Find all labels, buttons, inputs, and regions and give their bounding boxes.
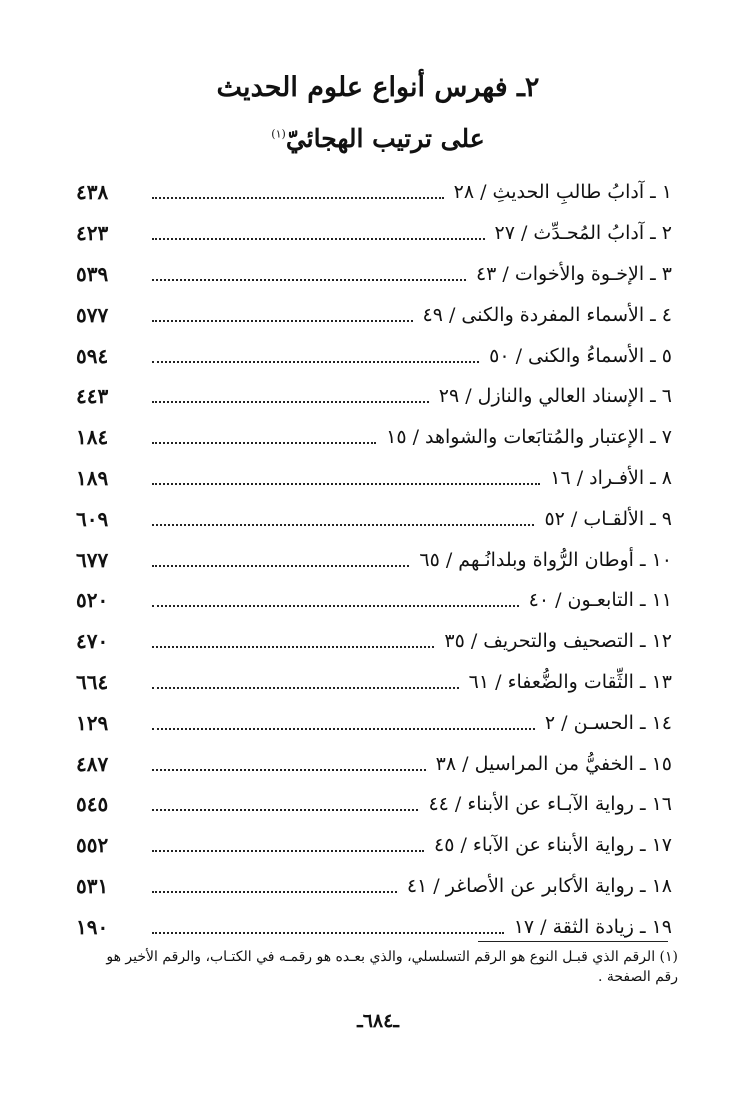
entry-label: ١٩ ـ زيادة الثقة / ١٧ bbox=[513, 915, 672, 938]
dot-leader bbox=[152, 809, 418, 811]
entry-page-number: ١٨٩ bbox=[76, 465, 109, 490]
entry-label: ٧ ـ الإعتبار والمُتابَعات والشواهد / ١٥ bbox=[386, 426, 672, 449]
index-entry bbox=[76, 498, 672, 539]
entry-label: ٤ ـ الأسماء المفردة والكنى / ٤٩ bbox=[422, 303, 672, 326]
index-entry bbox=[76, 213, 672, 254]
footnote-divider bbox=[478, 941, 668, 942]
page-number: ـ٦٨٤ـ bbox=[357, 1010, 399, 1032]
entry-label: ٣ ـ الإخـوة والأخوات / ٤٣ bbox=[475, 262, 672, 285]
entry-page-number: ١٢٩ bbox=[76, 710, 109, 735]
entry-page-number: ١٩٠ bbox=[76, 914, 109, 939]
index-entry bbox=[76, 539, 672, 580]
index-entry bbox=[76, 376, 672, 417]
entry-page-number: ٤٣٨ bbox=[76, 180, 109, 205]
entry-page-number: ٦٧٧ bbox=[76, 547, 109, 572]
dot-leader bbox=[152, 687, 459, 689]
index-entry bbox=[76, 621, 672, 662]
dot-leader bbox=[152, 850, 424, 852]
page-title: ٢ـ فهرس أنواع علوم الحديث bbox=[216, 72, 540, 103]
entry-label: ٩ ـ الألقـاب / ٥٢ bbox=[544, 507, 672, 530]
index-entry bbox=[76, 702, 672, 743]
entry-label: ١١ ـ التابعـون / ٤٠ bbox=[528, 589, 672, 612]
entry-page-number: ٥٥٢ bbox=[76, 833, 109, 858]
entry-page-number: ٥٩٤ bbox=[76, 343, 109, 368]
index-entry bbox=[76, 743, 672, 784]
entry-label: ١٤ ـ الحسـن / ٢ bbox=[544, 711, 672, 734]
index-entry bbox=[76, 294, 672, 335]
index-entry bbox=[76, 335, 672, 376]
entry-label: ٥ ـ الأسماءُ والكنى / ٥٠ bbox=[489, 344, 672, 367]
entry-label: ١٧ ـ رواية الأبناء عن الآباء / ٤٥ bbox=[434, 834, 672, 857]
index-entry bbox=[76, 172, 672, 213]
dot-leader bbox=[152, 483, 540, 485]
index-entry bbox=[76, 254, 672, 295]
index-entry bbox=[76, 662, 672, 703]
index-entry bbox=[76, 866, 672, 907]
entry-label: ٦ ـ الإسناد العالي والنازل / ٢٩ bbox=[438, 385, 672, 408]
entry-page-number: ٥٣١ bbox=[76, 873, 109, 898]
entry-page-number: ١٨٤ bbox=[76, 425, 109, 450]
dot-leader bbox=[152, 646, 434, 648]
entry-page-number: ٥٢٠ bbox=[76, 588, 109, 613]
entry-page-number: ٦٠٩ bbox=[76, 506, 109, 531]
dot-leader bbox=[152, 238, 485, 240]
entry-page-number: ٦٦٤ bbox=[76, 669, 109, 694]
dot-leader bbox=[152, 605, 519, 607]
index-entry bbox=[76, 825, 672, 866]
dot-leader bbox=[152, 891, 397, 893]
entry-label: ١ ـ آدابُ طالبِ الحديثِ / ٢٨ bbox=[453, 181, 672, 204]
entry-label: ٢ ـ آدابُ المُحـدِّث / ٢٧ bbox=[494, 222, 672, 245]
dot-leader bbox=[152, 279, 466, 281]
entry-page-number: ٤٢٣ bbox=[76, 221, 109, 246]
entry-page-number: ٤٤٣ bbox=[76, 384, 109, 409]
index-entry bbox=[76, 580, 672, 621]
page-subtitle bbox=[0, 124, 756, 153]
index-entry bbox=[76, 458, 672, 499]
entry-page-number: ٤٧٠ bbox=[76, 629, 109, 654]
entry-label: ١٣ ـ الثِّقات والضُّعفاء / ٦١ bbox=[468, 670, 672, 693]
dot-leader bbox=[152, 361, 479, 363]
index-list bbox=[76, 172, 672, 947]
dot-leader bbox=[152, 442, 376, 444]
index-entry bbox=[76, 417, 672, 458]
dot-leader bbox=[152, 565, 409, 567]
entry-label: ١٢ ـ التصحيف والتحريف / ٣٥ bbox=[444, 630, 672, 653]
entry-label: ٨ ـ الأفـراد / ١٦ bbox=[550, 466, 672, 489]
entry-page-number: ٤٨٧ bbox=[76, 751, 109, 776]
footnote-marker: (١) bbox=[271, 127, 286, 141]
subtitle-text: على ترتيب الهجائيّ bbox=[285, 124, 485, 153]
entry-label: ١٠ ـ أوطان الرُّواة وبلدانُـهم / ٦٥ bbox=[419, 548, 672, 571]
dot-leader bbox=[152, 932, 504, 934]
entry-label: ١٨ ـ رواية الأكابر عن الأصاغر / ٤١ bbox=[406, 874, 672, 897]
dot-leader bbox=[152, 197, 444, 199]
entry-page-number: ٥٤٥ bbox=[76, 792, 109, 817]
footnote: (١) الرقم الذي قبـل النوع هو الرقم التسلسلي، والذي بعـده هو رقمـه في الكتـاب، والرقم الأخير هو رقم الصفحة . bbox=[106, 949, 678, 985]
dot-leader bbox=[152, 401, 429, 403]
dot-leader bbox=[152, 728, 535, 730]
entry-page-number: ٥٧٧ bbox=[76, 302, 109, 327]
dot-leader bbox=[152, 769, 426, 771]
entry-label: ١٦ ـ رواية الآبـاء عن الأبناء / ٤٤ bbox=[428, 793, 672, 816]
index-entry bbox=[76, 784, 672, 825]
entry-label: ١٥ ـ الخفيُّ من المراسيل / ٣٨ bbox=[435, 752, 672, 775]
entry-page-number: ٥٣٩ bbox=[76, 261, 109, 286]
dot-leader bbox=[152, 320, 413, 322]
dot-leader bbox=[152, 524, 534, 526]
